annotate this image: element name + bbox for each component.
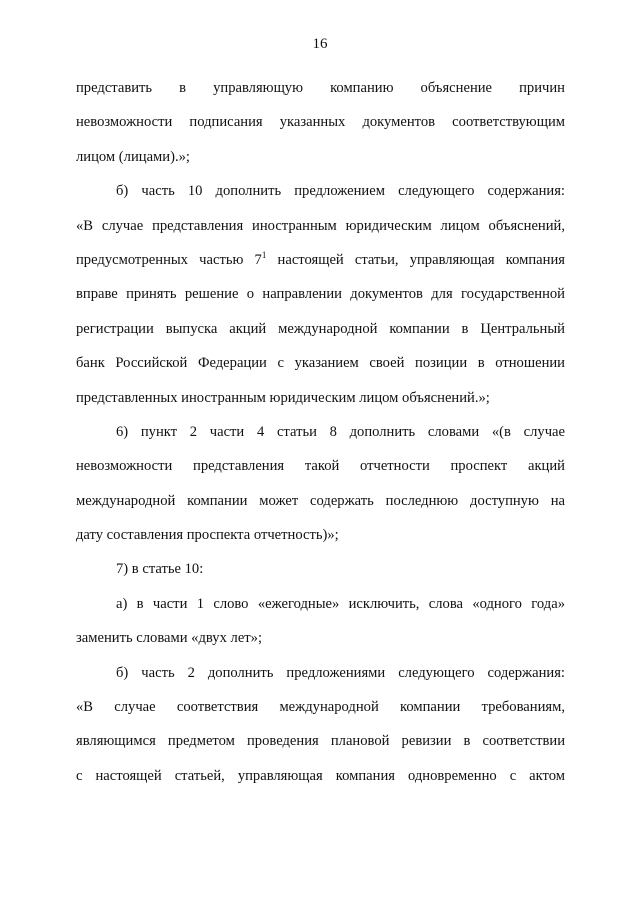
page-number: 16 <box>312 36 328 52</box>
text-line: невозможности представления такой отчетности проспект акций <box>76 458 565 475</box>
text-line: вправе принять решение о направлении документов для государственной <box>76 286 565 303</box>
text-line: с настоящей статьей, управляющая компания одновременно с актом <box>76 767 565 784</box>
text-line: б) часть 10 дополнить предложением следующего содержания: <box>116 183 565 200</box>
text-line: регистрации выпуска акций международной компании в Центральный <box>76 320 565 337</box>
paragraph-2 <box>76 174 565 415</box>
text-fragment: настоящей статьи, управляющая компания <box>266 251 565 268</box>
text-line: 7) в статье 10: <box>116 561 204 578</box>
text-line: «В случае соответствия международной компании требованиям, <box>76 699 565 716</box>
text-line: являющимся предметом проведения плановой ревизии в соответствии <box>76 733 565 750</box>
text-line: лицом (лицами).»; <box>76 148 190 165</box>
text-line: «В случае представления иностранным юридическим лицом объяснений, <box>76 217 565 234</box>
text-line: б) часть 2 дополнить предложениями следующего содержания: <box>116 664 565 681</box>
paragraph-1 <box>76 71 565 174</box>
text-line: 6) пункт 2 части 4 статьи 8 дополнить словами «(в случае <box>116 423 565 440</box>
text-line: банк Российской Федерации с указанием своей позиции в отношении <box>76 355 565 372</box>
paragraph-6 <box>76 656 565 794</box>
text-line: представить в управляющую компанию объяснение причин <box>76 80 565 96</box>
document-body <box>76 71 565 793</box>
text-fragment: предусмотренных частью 7 <box>76 251 262 268</box>
paragraph-5 <box>76 587 565 656</box>
text-line: невозможности подписания указанных документов соответствующим <box>76 114 565 131</box>
text-line: дату составления проспекта отчетность)»; <box>76 527 339 544</box>
paragraph-3 <box>76 415 565 553</box>
text-line: а) в части 1 слово «ежегодные» исключить, слова «одного года» <box>116 595 565 612</box>
text-line: международной компании может содержать последнюю доступную на <box>76 492 565 509</box>
paragraph-4 <box>76 552 565 586</box>
text-line: заменить словами «двух лет»; <box>76 630 263 647</box>
superscript-index: 1 <box>261 249 267 260</box>
text-line: представленных иностранным юридическим лицом объяснений.»; <box>76 389 490 406</box>
text-line-with-superscript <box>76 243 565 277</box>
